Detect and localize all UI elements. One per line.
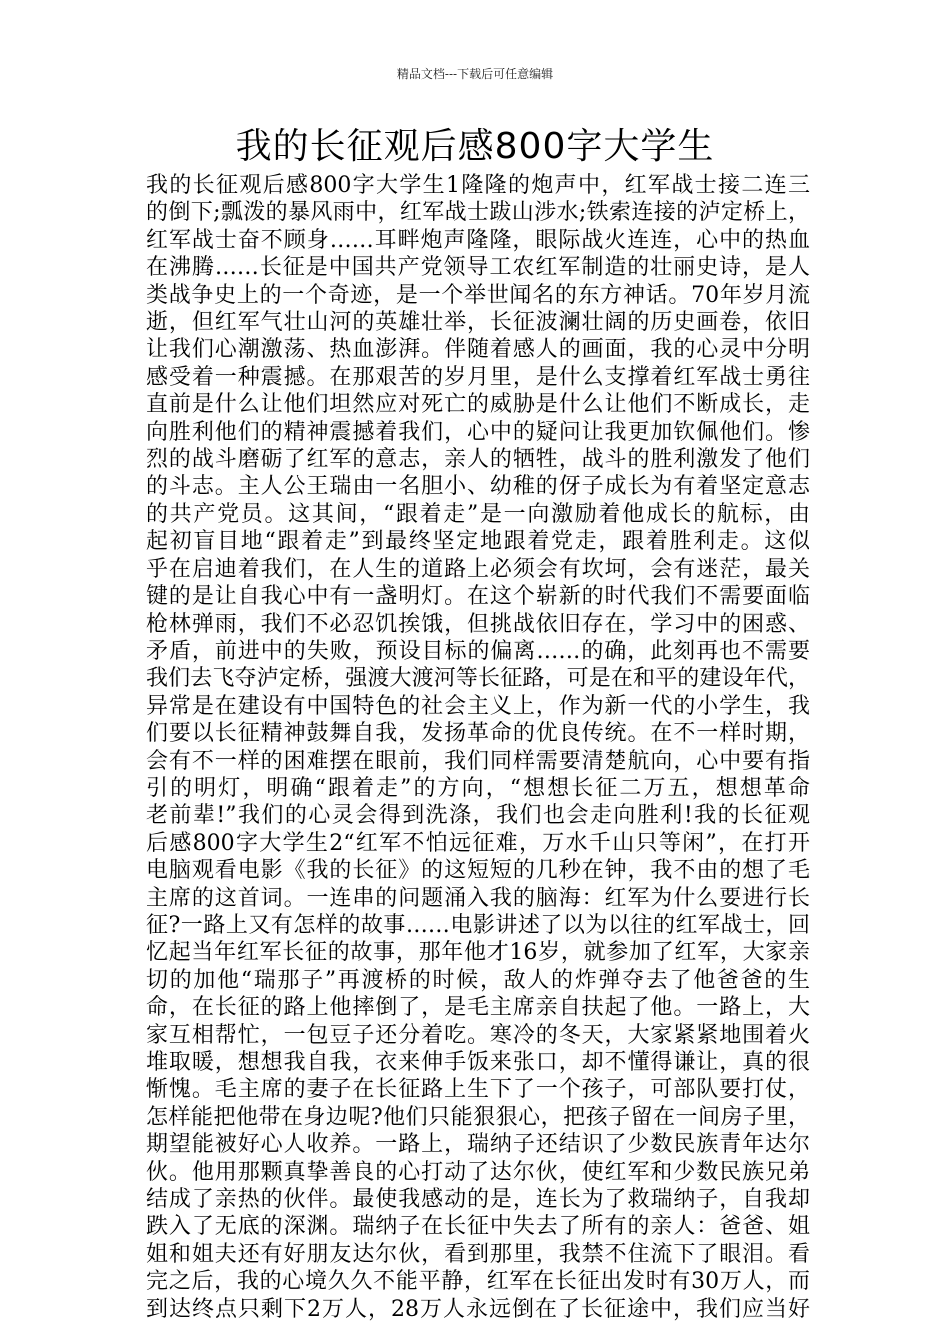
body-text-line: 结成了亲热的伙伴。最使我感动的是，连长为了救瑞纳子，自我却 (146, 1187, 810, 1213)
page-header: 精品文档---下载后可任意编辑 (396, 67, 554, 81)
body-text-line: 乎在启迪着我们，在人生的道路上必须会有坎坷，会有迷茫，最关 (146, 556, 810, 582)
body-text-line: 向胜利他们的精神震撼着我们，心中的疑问让我更加钦佩他们。惨 (146, 419, 810, 445)
body-text-line: 堆取暖，想想我自我，衣来伸手饭来张口，却不懂得谦让，真的很 (146, 1050, 810, 1075)
body-text-line: 烈的战斗磨砺了红军的意志，亲人的牺牲，战斗的胜利激发了他们 (146, 447, 810, 473)
body-text-line: 异常是在建设有中国特色的社会主义上，作为新一代的小学生，我 (146, 693, 810, 719)
document-body (146, 172, 810, 1323)
body-text-line: 会有不一样的困难摆在眼前，我们同样需要清楚航向，心中要有指 (146, 748, 810, 774)
body-text-line: 起初盲目地“跟着走”到最终坚定地跟着党走，跟着胜利走。这似 (146, 529, 810, 555)
body-text-line: 征?一路上又有怎样的故事……电影讲述了以为以往的红军战士，回 (146, 912, 810, 938)
body-text-line: 电脑观看电影《我的长征》的这短短的几秒在钟，我不由的想了毛 (146, 858, 810, 884)
body-text-line: 期望能被好心人收养。一路上，瑞纳子还结识了少数民族青年达尔 (146, 1132, 810, 1158)
body-text-line: 们要以长征精神鼓舞自我，发扬革命的优良传统。在不一样时期， (146, 721, 810, 747)
body-text-line: 完之后，我的心境久久不能平静，红军在长征出发时有30万人，而 (146, 1269, 810, 1295)
body-text-line: 忆起当年红军长征的故事，那年他才16岁，就参加了红军，大家亲 (146, 940, 810, 966)
body-text-line: 惭愧。毛主席的妻子在长征路上生下了一个孩子，可部队要打仗， (146, 1077, 810, 1103)
body-text-line: 家互相帮忙，一包豆子还分着吃。寒冷的冬天，大家紧紧地围着火 (146, 1022, 810, 1048)
body-text-line: 的倒下;瓢泼的暴风雨中，红军战士跋山涉水;铁索连接的泸定桥上， (146, 200, 810, 226)
body-text-line: 命，在长征的路上他摔倒了，是毛主席亲自扶起了他。一路上，大 (146, 995, 810, 1021)
body-text-line: 矛盾，前进中的失败，预设目标的偏离……的确，此刻再也不需要 (146, 638, 810, 664)
body-text-line: 我们去飞夺泸定桥，强渡大渡河等长征路，可是在和平的建设年代， (146, 666, 810, 692)
body-text-line: 类战争史上的一个奇迹，是一个举世闻名的东方神话。70年岁月流 (146, 282, 810, 308)
body-text-line: 到达终点只剩下2万人，28万人永远倒在了长征途中，我们应当好 (146, 1296, 810, 1322)
body-text-line: 的斗志。主人公王瑞由一名胆小、幼稚的伢子成长为有着坚定意志 (146, 474, 810, 500)
body-text-line: 跌入了无底的深渊。瑞纳子在长征中失去了所有的亲人：爸爸、姐 (146, 1214, 810, 1240)
body-text-line: 引的明灯，明确“跟着走”的方向，“想想长征二万五，想想革命 (146, 775, 810, 801)
body-text-line: 感受着一种震撼。在那艰苦的岁月里，是什么支撑着红军战士勇往 (146, 364, 810, 390)
document-title: 我的长征观后感800字大学生 (235, 126, 715, 167)
body-text-line: 枪林弹雨，我们不必忍饥挨饿，但挑战依旧存在，学习中的困惑、 (146, 611, 810, 637)
body-text-line: 在沸腾……长征是中国共产党领导工农红军制造的壮丽史诗，是人 (146, 255, 810, 281)
body-text-line: 红军战士奋不顾身……耳畔炮声隆隆，眼际战火连连，心中的热血 (146, 227, 810, 253)
body-text-line: 老前辈!”我们的心灵会得到洗涤，我们也会走向胜利!我的长征观 (146, 803, 810, 829)
body-text-line: 让我们心潮激荡、热血澎湃。伴随着感人的画面，我的心灵中分明 (146, 337, 810, 363)
body-text-line: 的共产党员。这其间，“跟着走”是一向激励着他成长的航标，由 (146, 501, 810, 527)
body-text-line: 逝，但红军气壮山河的英雄壮举，长征波澜壮阔的历史画卷，依旧 (146, 310, 810, 336)
body-text-line: 键的是让自我心中有一盏明灯。在这个崭新的时代我们不需要面临 (146, 584, 810, 610)
body-text-line: 怎样能把他带在身边呢?他们只能狠狠心，把孩子留在一间房子里， (146, 1104, 810, 1130)
body-text-line: 后感800字大学生2“红军不怕远征难，万水千山只等闲”，在打开 (146, 830, 810, 856)
body-text-line: 伙。他用那颗真挚善良的心打动了达尔伙，使红军和少数民族兄弟 (146, 1159, 810, 1185)
body-text-line: 我的长征观后感800字大学生1隆隆的炮声中，红军战士接二连三 (146, 173, 810, 198)
body-text-line: 直前是什么让他们坦然应对死亡的威胁是什么让他们不断成长，走 (146, 392, 810, 418)
body-text-line: 切的加他“瑞那子”再渡桥的时候，敌人的炸弹夺去了他爸爸的生 (146, 967, 810, 993)
body-text-line: 姐和姐夫还有好朋友达尔伙，看到那里，我禁不住流下了眼泪。看 (146, 1241, 810, 1267)
body-text-line: 主席的这首词。一连串的问题涌入我的脑海：红军为什么要进行长 (146, 885, 810, 911)
